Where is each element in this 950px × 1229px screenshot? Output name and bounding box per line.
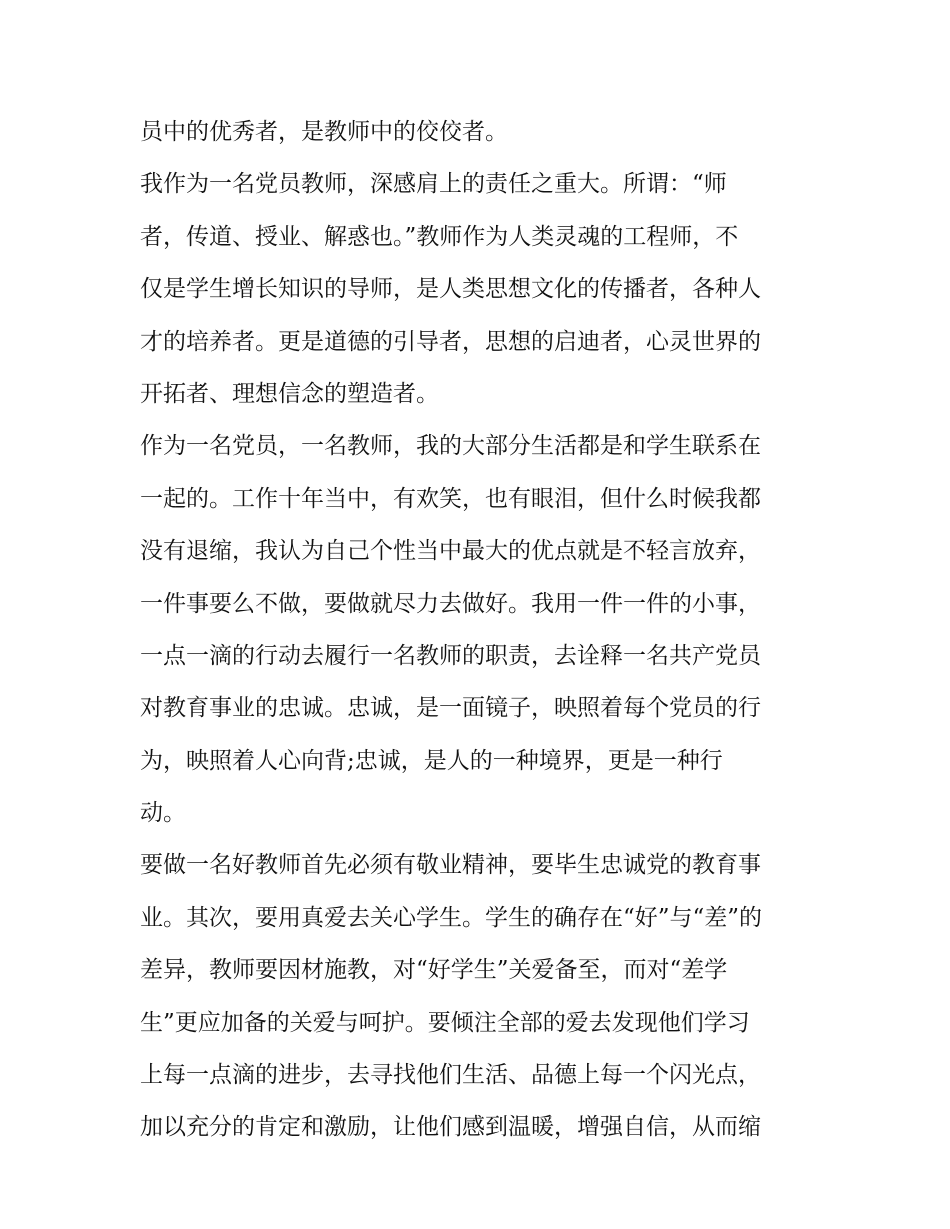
body-text <box>140 106 820 1154</box>
text-line: 加以充分的肯定和激励，让他们感到温暖，增强自信，从而缩 <box>140 1114 761 1141</box>
text-line: 者，传道、授业、解惑也。”教师作为人类灵魂的工程师，不 <box>140 223 739 250</box>
text-line: 开拓者、理想信念的塑造者。 <box>140 380 439 407</box>
text-line: 要做一名好教师首先必须有敬业精神，要毕生忠诚党的教育事 <box>140 852 761 879</box>
text-line: 我作为一名党员教师，深感肩上的责任之重大。所谓：“师 <box>140 171 727 198</box>
text-line: 仅是学生增长知识的导师，是人类思想文化的传播者，各种人 <box>140 276 761 303</box>
text-line: 作为一名党员，一名教师，我的大部分生活都是和学生联系在 <box>140 433 761 460</box>
text-line: 生”更应加备的关爱与呵护。要倾注全部的爱去发现他们学习 <box>140 1009 750 1036</box>
text-line: 一件事要么不做，要做就尽力去做好。我用一件一件的小事， <box>140 590 761 617</box>
text-line: 一起的。工作十年当中，有欢笑，也有眼泪，但什么时候我都 <box>140 485 761 512</box>
text-line: 没有退缩，我认为自己个性当中最大的优点就是不轻言放弃， <box>140 538 761 565</box>
text-line: 员中的优秀者，是教师中的佼佼者。 <box>140 119 508 145</box>
text-line: 一点一滴的行动去履行一名教师的职责，去诠释一名共产党员 <box>140 642 761 669</box>
text-line: 上每一点滴的进步，去寻找他们生活、品德上每一个闪光点， <box>140 1062 761 1089</box>
text-line: 动。 <box>140 800 186 827</box>
text-line: 差异，教师要因材施教，对“好学生”关爱备至，而对“差学 <box>140 957 728 984</box>
text-line: 对教育事业的忠诚。忠诚，是一面镜子，映照着每个党员的行 <box>140 695 761 722</box>
text-line: 才的培养者。更是道德的引导者，思想的启迪者，心灵世界的 <box>140 328 761 355</box>
text-line: 业。其次，要用真爱去关心学生。学生的确存在“好”与“差”的 <box>140 904 763 931</box>
text-line: 为，映照着人心向背;忠诚，是人的一种境界，更是一种行 <box>140 747 723 774</box>
